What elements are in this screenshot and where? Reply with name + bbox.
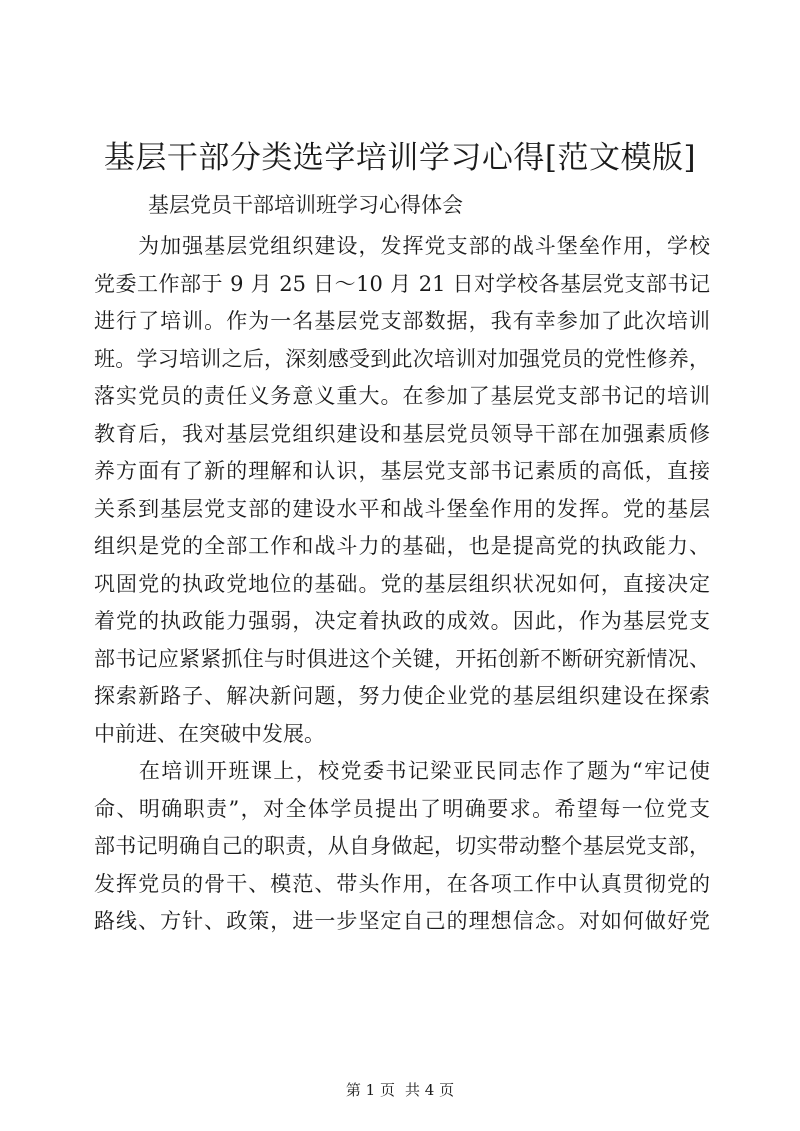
text-line: 部书记明确自己的职责，从自身做起，切实带动整个基层党支部， xyxy=(94,834,710,858)
text-line: 路线、方针、政策，进一步坚定自己的理想信念。对如何做好党 xyxy=(94,909,710,933)
text-line: 教育后，我对基层党组织建设和基层党员领导干部在加强素质修 xyxy=(94,421,710,446)
text-line: 命、明确职责”，对全体学员提出了明确要求。希望每一位党支 xyxy=(94,796,710,821)
text-line: 落实党员的责任义务意义重大。在参加了基层党支部书记的培训 xyxy=(94,384,710,408)
text-line: 养方面有了新的理解和认识，基层党支部书记素质的高低，直接 xyxy=(94,459,710,483)
text-line: 巩固党的执政党地位的基础。党的基层组织状况如何，直接决定 xyxy=(94,571,710,596)
text-line: 党委工作部于 9 月 25 日～10 月 21 日对学校各基层党支部书记 xyxy=(94,271,710,296)
text-line: 为加强基层党组织建设，发挥党支部的战斗堡垒作用，学校 xyxy=(94,234,710,258)
text-line: 班。学习培训之后，深刻感受到此次培训对加强党员的党性修养， xyxy=(94,346,710,371)
text-line: 组织是党的全部工作和战斗力的基础，也是提高党的执政能力、 xyxy=(94,534,710,558)
document-body xyxy=(94,228,710,941)
paragraph-1 xyxy=(94,228,710,753)
document-title: 基层干部分类选学培训学习心得[范文模版] xyxy=(103,140,697,176)
page-total: 共 4 页 xyxy=(405,1081,455,1099)
text-line: 中前进、在突破中发展。 xyxy=(94,721,325,746)
text-line: 发挥党员的骨干、模范、带头作用，在各项工作中认真贯彻党的 xyxy=(94,871,710,896)
text-line: 进行了培训。作为一名基层党支部数据，我有幸参加了此次培训 xyxy=(94,309,710,333)
page-number: 第 1 页 xyxy=(345,1081,395,1099)
text-line: 部书记应紧紧抓住与时俱进这个关键，开拓创新不断研究新情况、 xyxy=(94,646,710,671)
text-line: 探索新路子、解决新问题，努力使企业党的基层组织建设在探索 xyxy=(94,684,710,708)
page-footer xyxy=(0,1080,800,1100)
text-line: 在培训开班课上，校党委书记梁亚民同志作了题为“牢记使 xyxy=(94,759,710,783)
paragraph-2 xyxy=(94,753,710,941)
text-line: 关系到基层党支部的建设水平和战斗堡垒作用的发挥。党的基层 xyxy=(94,496,710,521)
document-subtitle: 基层党员干部培训班学习心得体会 xyxy=(148,193,463,217)
text-line: 着党的执政能力强弱，决定着执政的成效。因此，作为基层党支 xyxy=(94,609,710,633)
